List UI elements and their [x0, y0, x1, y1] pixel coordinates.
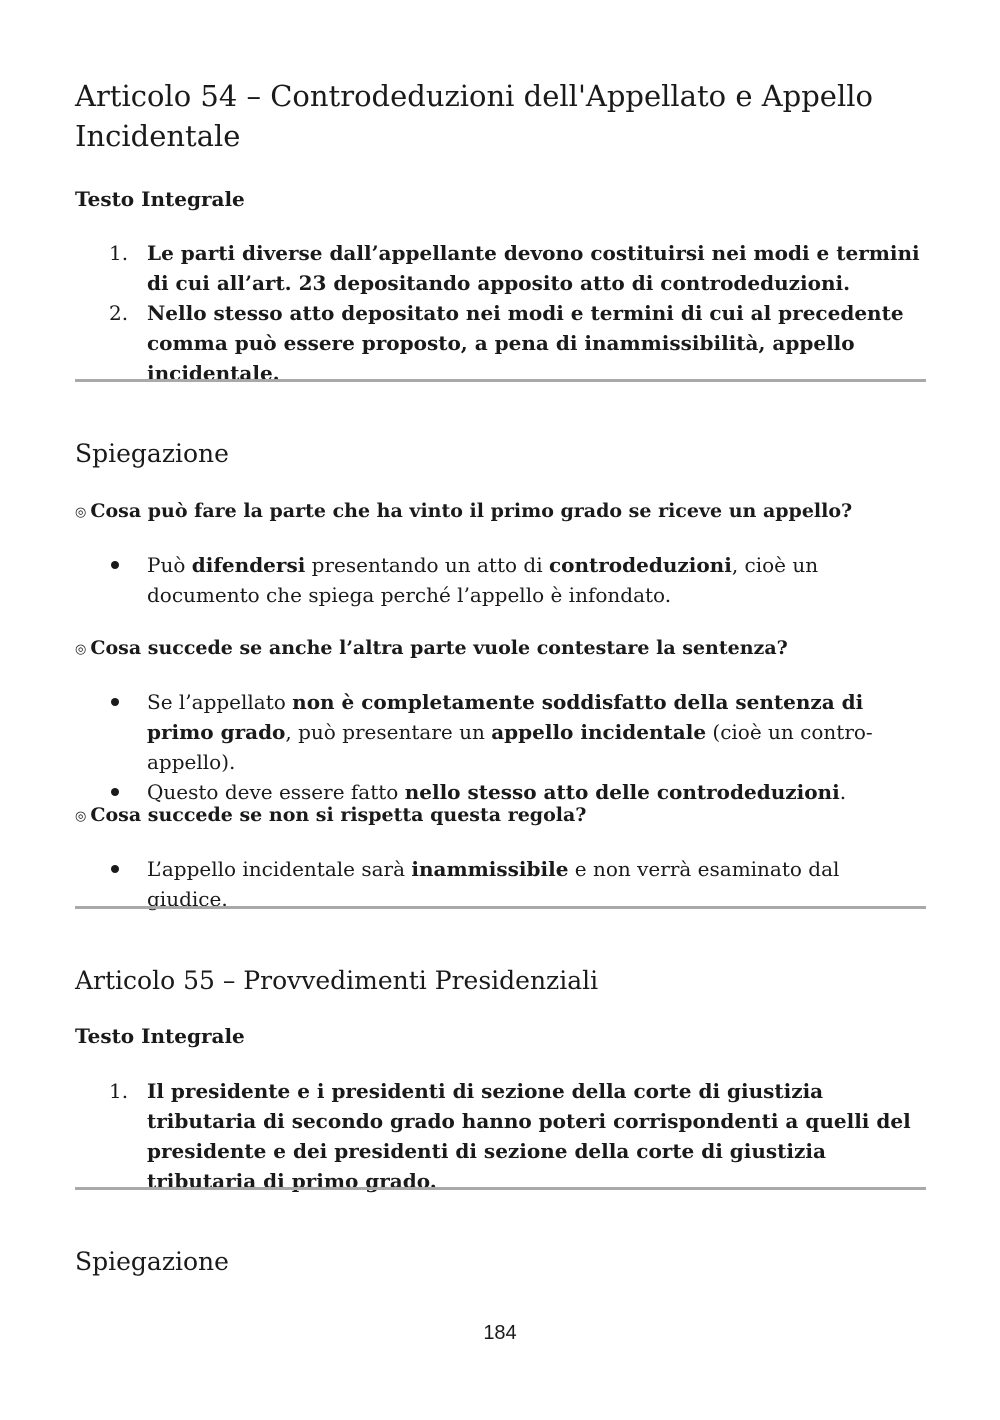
- article-54-explanation-heading: Spiegazione: [75, 439, 229, 468]
- rich-text: [147, 690, 873, 774]
- article-55-title: Articolo 55 – Provvedimenti Presidenziali: [75, 966, 599, 995]
- legal-item-text: Il presidente e i presidenti di sezione della corte di giustizia tributaria di secondo grado hanno poteri corrispondenti a quelli del presidente e dei presidenti di sezione della corte di giustizia tributaria di primo grado.: [147, 1079, 911, 1193]
- article-55-legal-text: [75, 1076, 926, 1196]
- plain-text: Se l’appellato: [147, 690, 293, 714]
- section-divider: [75, 906, 926, 909]
- bullet-icon: [111, 561, 119, 569]
- list-item: [75, 550, 926, 610]
- plain-text: e non verrà esaminato dal giudice.: [147, 857, 840, 911]
- rich-text: [147, 553, 818, 607]
- plain-text: L’appello incidentale sarà: [147, 857, 412, 881]
- rich-text: [147, 857, 839, 911]
- target-icon: ◎: [75, 809, 87, 824]
- section-divider: [75, 379, 926, 382]
- legal-item: [75, 238, 926, 298]
- bullet-icon: [111, 698, 119, 706]
- plain-text: , può presentare un: [285, 720, 492, 744]
- faq-answer-list: [75, 550, 926, 610]
- faq-question: [75, 634, 926, 664]
- legal-item-number: 1.: [109, 1079, 129, 1103]
- plain-text: (cioè un contro-appello).: [147, 720, 873, 774]
- faq-question-text: Cosa può fare la parte che ha vinto il primo grado se riceve un appello?: [90, 500, 853, 522]
- plain-text: presentando un atto di: [305, 553, 549, 577]
- list-item: [75, 687, 926, 777]
- bold-text: difendersi: [191, 553, 306, 577]
- faq-question: [75, 497, 926, 527]
- bold-text: appello incidentale: [491, 720, 707, 744]
- article-54-title: Articolo 54 – Controdeduzioni dell'Appellato e Appello Incidentale: [75, 79, 873, 153]
- faq-answer-list: [75, 854, 926, 914]
- plain-text: Questo deve essere fatto: [147, 780, 405, 804]
- faq-question-text: Cosa succede se anche l’altra parte vuole contestare la sentenza?: [90, 637, 788, 659]
- target-icon: ◎: [75, 505, 87, 520]
- list-item: [75, 854, 926, 914]
- legal-item: [75, 298, 926, 388]
- article-55-text-heading: Testo Integrale: [75, 1024, 245, 1048]
- legal-item-text: Nello stesso atto depositato nei modi e termini di cui al precedente comma può essere proposto, a pena di inammissibilità, appello incidentale.: [147, 301, 904, 385]
- article-55-explanation-heading: Spiegazione: [75, 1247, 229, 1276]
- section-divider: [75, 1187, 926, 1190]
- faq-question: [75, 801, 926, 831]
- bold-text: nello stesso atto delle controdeduzioni: [404, 780, 840, 804]
- page-number: 184: [483, 1322, 517, 1344]
- legal-item-number: 2.: [109, 301, 129, 325]
- article-54-text-heading: Testo Integrale: [75, 187, 245, 211]
- bold-text: inammissibile: [411, 857, 569, 881]
- bold-text: non è completamente soddisfatto della sentenza di primo grado: [147, 690, 864, 744]
- plain-text: .: [839, 780, 847, 804]
- plain-text: , cioè un documento che spiega perché l’appello è infondato.: [147, 553, 819, 607]
- bold-text: controdeduzioni: [548, 553, 732, 577]
- legal-item-number: 1.: [109, 241, 129, 265]
- legal-item-text: Le parti diverse dall’appellante devono costituirsi nei modi e termini di cui all’art. 23 depositando apposito atto di controdeduzioni.: [147, 241, 920, 295]
- bullet-icon: [111, 865, 119, 873]
- faq-answer-list: [75, 687, 926, 807]
- target-icon: ◎: [75, 642, 87, 657]
- faq-question-text: Cosa succede se non si rispetta questa regola?: [90, 804, 587, 826]
- bullet-icon: [111, 788, 119, 796]
- plain-text: Può: [147, 553, 192, 577]
- legal-item: [75, 1076, 926, 1196]
- article-54-legal-text: [75, 238, 926, 388]
